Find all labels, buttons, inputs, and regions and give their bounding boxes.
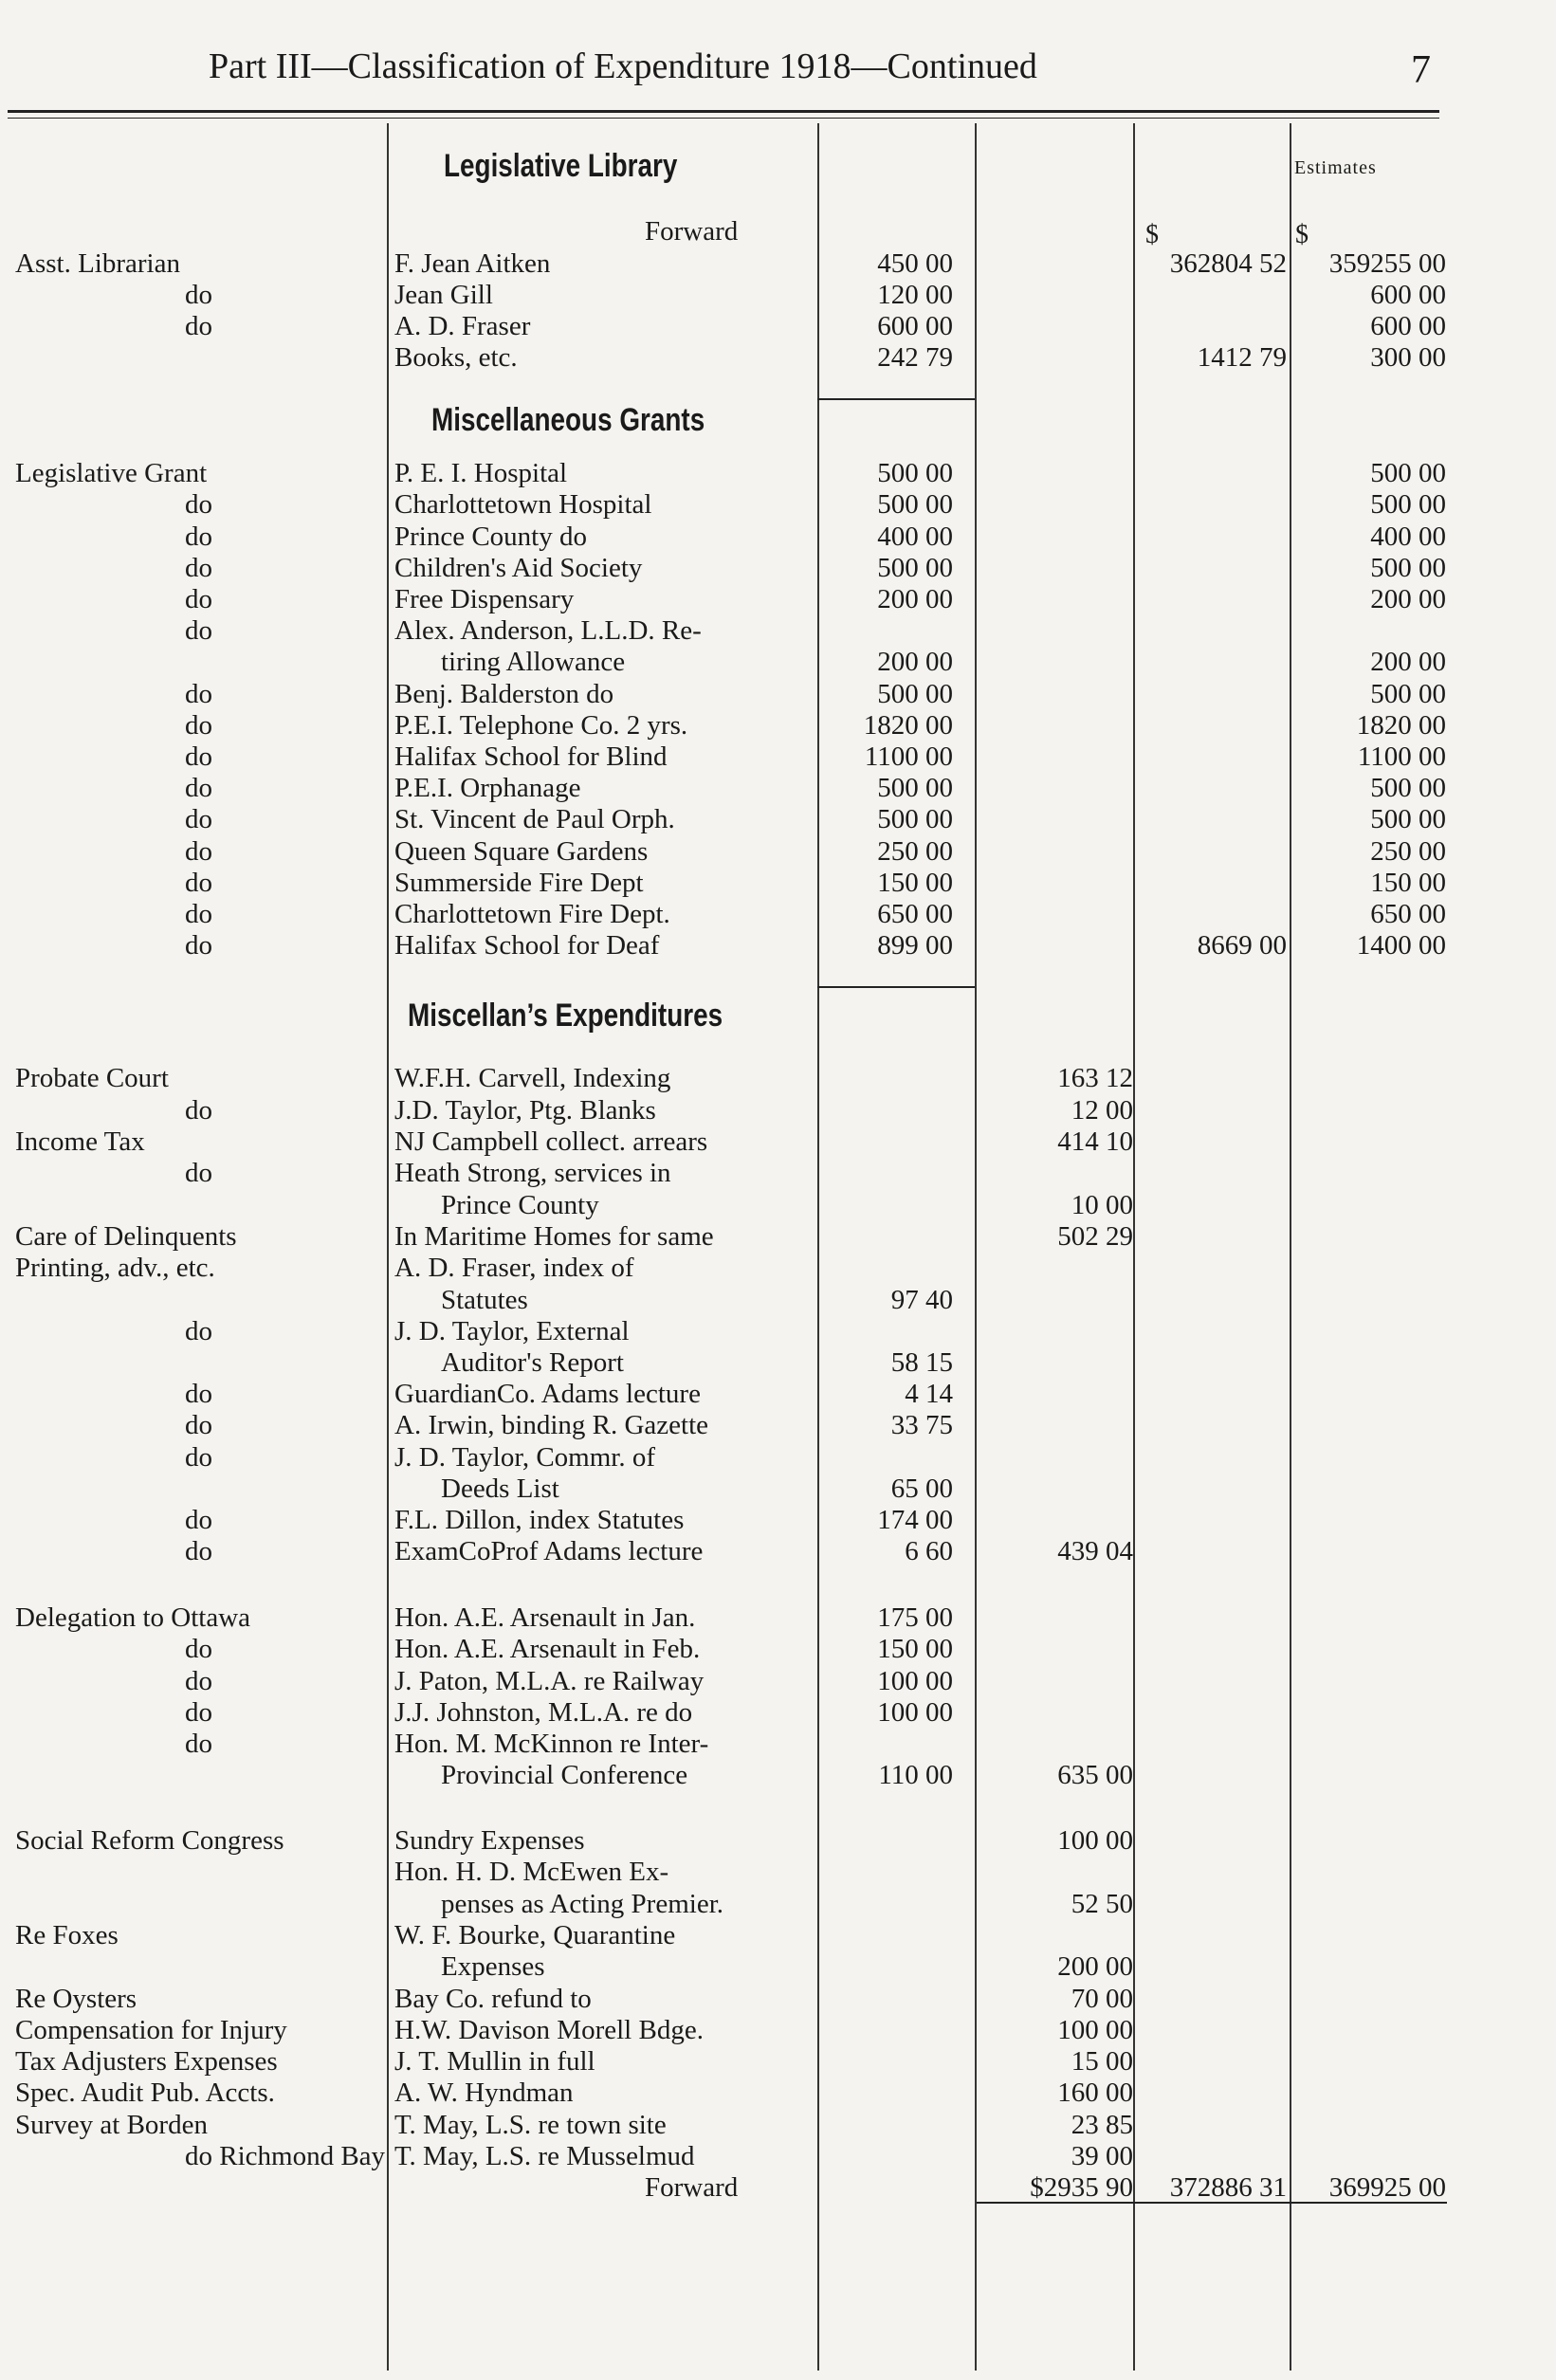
subtotal-rule xyxy=(817,986,975,988)
ledger-row xyxy=(0,458,1556,489)
row-label: do xyxy=(185,584,212,614)
ledger-row xyxy=(0,1474,1556,1505)
row-description: Forward xyxy=(645,216,739,247)
row-description: Charlottetown Hospital xyxy=(394,489,652,520)
ledger-row xyxy=(0,2078,1556,2109)
ledger-row xyxy=(0,584,1556,615)
row-description: Forward xyxy=(645,2172,739,2203)
ledger-row xyxy=(0,1158,1556,1189)
ledger-row xyxy=(0,311,1556,342)
ledger-row xyxy=(0,836,1556,868)
ledger-row xyxy=(0,2015,1556,2046)
ledger-row xyxy=(0,1253,1556,1284)
amount-col1: 65 00 xyxy=(890,1474,953,1504)
row-description: ExamCoProf Adams lecture xyxy=(394,1536,704,1566)
amount-col2: 12 00 xyxy=(1071,1095,1133,1126)
ledger-row xyxy=(0,647,1556,678)
amount-col1: 110 00 xyxy=(878,1760,953,1790)
amount-col4: 500 00 xyxy=(1370,489,1446,520)
row-label: do xyxy=(185,930,212,961)
ledger-row xyxy=(0,1379,1556,1410)
ledger-row xyxy=(0,248,1556,280)
row-label: do xyxy=(185,615,212,646)
amount-col2: 100 00 xyxy=(1057,1825,1133,1856)
row-label: Compensation for Injury xyxy=(15,2015,287,2045)
row-label: do xyxy=(185,280,212,310)
amount-col1: 58 15 xyxy=(890,1347,953,1378)
amount-col1: 150 00 xyxy=(877,868,953,898)
header-rule-thin xyxy=(8,118,1439,119)
amount-col1: 500 00 xyxy=(877,679,953,709)
ledger-row xyxy=(0,1634,1556,1665)
amount-col1: 150 00 xyxy=(877,1634,953,1664)
row-label: Probate Court xyxy=(15,1063,169,1093)
row-label: Social Reform Congress xyxy=(15,1825,284,1856)
currency-c3: $ xyxy=(1145,220,1159,249)
row-label: do xyxy=(185,1697,212,1728)
amount-col4: 400 00 xyxy=(1370,522,1446,552)
row-description: Halifax School for Deaf xyxy=(394,930,660,961)
row-label: do Richmond Bay xyxy=(185,2141,386,2171)
row-description: J. Paton, M.L.A. re Railway xyxy=(394,1666,705,1696)
row-description: Hon. A.E. Arsenault in Jan. xyxy=(394,1602,696,1633)
ledger-row xyxy=(0,1825,1556,1857)
row-description: Auditor's Report xyxy=(441,1347,624,1378)
amount-col2: 160 00 xyxy=(1057,2078,1133,2108)
amount-col1: 600 00 xyxy=(877,311,953,341)
amount-col2: 100 00 xyxy=(1057,2015,1133,2045)
amount-col3: 362804 52 xyxy=(1169,248,1287,279)
row-description: Provincial Conference xyxy=(441,1760,688,1790)
amount-col4: 250 00 xyxy=(1370,836,1446,867)
amount-col1: 899 00 xyxy=(877,930,953,961)
amount-col3: 8669 00 xyxy=(1197,930,1287,961)
amount-col2: 10 00 xyxy=(1071,1190,1133,1220)
amount-col1: 175 00 xyxy=(877,1602,953,1633)
ledger-row xyxy=(0,868,1556,899)
amount-col1: 500 00 xyxy=(877,773,953,803)
ledger-row xyxy=(0,1095,1556,1126)
ledger-row xyxy=(0,1697,1556,1729)
ledger-row xyxy=(0,899,1556,930)
row-description: Hon. A.E. Arsenault in Feb. xyxy=(394,1634,701,1664)
amount-col4: 1820 00 xyxy=(1356,710,1446,741)
estimates-label: Estimates xyxy=(1294,157,1377,178)
ledger-row xyxy=(0,2141,1556,2172)
ledger-row xyxy=(0,1729,1556,1760)
header-rule xyxy=(8,110,1439,113)
row-label: Legislative Grant xyxy=(15,458,208,488)
row-description: A. D. Fraser xyxy=(394,311,531,341)
amount-col1: 500 00 xyxy=(877,553,953,583)
amount-col1: 100 00 xyxy=(877,1666,953,1696)
ledger-row xyxy=(0,553,1556,584)
amount-col4: 150 00 xyxy=(1370,868,1446,898)
amount-col2: $2935 90 xyxy=(1030,2172,1133,2203)
ledger-row xyxy=(0,1857,1556,1888)
amount-col1: 4 14 xyxy=(905,1379,953,1409)
row-label: do xyxy=(185,1729,212,1759)
row-label: Care of Delinquents xyxy=(15,1221,237,1252)
row-description: H.W. Davison Morell Bdge. xyxy=(394,2015,704,2045)
ledger-row xyxy=(0,342,1556,374)
amount-col3: 1412 79 xyxy=(1197,342,1287,373)
row-description: A. W. Hyndman xyxy=(394,2078,574,2108)
row-label: Asst. Librarian xyxy=(15,248,180,279)
amount-col1: 120 00 xyxy=(877,280,953,310)
row-description: Bay Co. refund to xyxy=(394,1984,592,2014)
amount-col1: 500 00 xyxy=(877,489,953,520)
ledger-row xyxy=(0,2110,1556,2141)
ledger-row xyxy=(0,1410,1556,1441)
ledger-row xyxy=(0,930,1556,961)
row-label: do xyxy=(185,1536,212,1566)
amount-col1: 33 75 xyxy=(890,1410,953,1440)
ledger-row xyxy=(0,1602,1556,1634)
row-description: A. D. Fraser, index of xyxy=(394,1253,634,1283)
amount-col3: 372886 31 xyxy=(1169,2172,1287,2203)
section-misc-grants: Miscellaneous Grants xyxy=(431,402,705,438)
amount-col4: 1100 00 xyxy=(1357,741,1446,772)
row-description: Deeds List xyxy=(441,1474,559,1504)
amount-col2: 39 00 xyxy=(1071,2141,1133,2171)
ledger-row xyxy=(0,2172,1556,2204)
row-description: Halifax School for Blind xyxy=(394,741,668,772)
row-description: Hon. H. D. McEwen Ex- xyxy=(394,1857,669,1887)
row-label: do xyxy=(185,1095,212,1126)
row-label: do xyxy=(185,679,212,709)
amount-col4: 359255 00 xyxy=(1328,248,1446,279)
amount-col2: 200 00 xyxy=(1057,1951,1133,1982)
row-label: do xyxy=(185,522,212,552)
amount-col4: 1400 00 xyxy=(1356,930,1446,961)
amount-col1: 200 00 xyxy=(877,584,953,614)
amount-col2: 414 10 xyxy=(1057,1126,1133,1157)
ledger-row xyxy=(0,773,1556,804)
row-label: Printing, adv., etc. xyxy=(15,1253,215,1283)
ledger-row xyxy=(0,2046,1556,2078)
row-label: do xyxy=(185,553,212,583)
row-description: Prince County xyxy=(441,1190,599,1220)
amount-col4: 500 00 xyxy=(1370,458,1446,488)
row-label: do xyxy=(185,868,212,898)
amount-col2: 163 12 xyxy=(1057,1063,1133,1093)
row-description: Queen Square Gardens xyxy=(394,836,649,867)
section-legislative-library: Legislative Library xyxy=(444,148,678,184)
row-label: do xyxy=(185,773,212,803)
currency-c4: $ xyxy=(1295,220,1309,249)
row-description: P.E.I. Telephone Co. 2 yrs. xyxy=(394,710,688,741)
row-description: Prince County do xyxy=(394,522,587,552)
row-description: J. T. Mullin in full xyxy=(394,2046,595,2077)
amount-col2: 70 00 xyxy=(1071,1984,1133,2014)
ledger-row xyxy=(0,1920,1556,1951)
amount-col1: 500 00 xyxy=(877,458,953,488)
row-description: Books, etc. xyxy=(394,342,518,373)
ledger-row xyxy=(0,216,1556,247)
ledger-row xyxy=(0,615,1556,647)
row-description: T. May, L.S. re Musselmud xyxy=(394,2141,695,2171)
row-description: Heath Strong, services in xyxy=(394,1158,671,1188)
amount-col1: 200 00 xyxy=(877,647,953,677)
amount-col1: 174 00 xyxy=(877,1505,953,1535)
amount-col2: 635 00 xyxy=(1057,1760,1133,1790)
row-label: do xyxy=(185,489,212,520)
row-description: Expenses xyxy=(441,1951,545,1982)
row-description: J.D. Taylor, Ptg. Blanks xyxy=(394,1095,656,1126)
row-description: A. Irwin, binding R. Gazette xyxy=(394,1410,709,1440)
amount-col4: 500 00 xyxy=(1370,679,1446,709)
ledger-row xyxy=(0,679,1556,710)
row-description: F. Jean Aitken xyxy=(394,248,551,279)
row-label: do xyxy=(185,1379,212,1409)
ledger-row xyxy=(0,1442,1556,1474)
row-description: Jean Gill xyxy=(394,280,493,310)
row-label: do xyxy=(185,1442,212,1473)
row-description: Alex. Anderson, L.L.D. Re- xyxy=(394,615,702,646)
amount-col4: 300 00 xyxy=(1370,342,1446,373)
row-label: do xyxy=(185,1410,212,1440)
ledger-row xyxy=(0,1889,1556,1920)
amount-col1: 1820 00 xyxy=(863,710,953,741)
ledger-row xyxy=(0,1505,1556,1536)
amount-col4: 369925 00 xyxy=(1328,2172,1446,2203)
row-label: Tax Adjusters Expenses xyxy=(15,2046,278,2077)
ledger-row xyxy=(0,1536,1556,1567)
row-description: P.E.I. Orphanage xyxy=(394,773,581,803)
row-description: Free Dispensary xyxy=(394,584,575,614)
ledger-row xyxy=(0,741,1556,773)
amount-col4: 500 00 xyxy=(1370,553,1446,583)
row-label: Survey at Borden xyxy=(15,2110,208,2140)
amount-col1: 650 00 xyxy=(877,899,953,929)
amount-col4: 600 00 xyxy=(1370,311,1446,341)
row-label: do xyxy=(185,311,212,341)
row-description: F.L. Dillon, index Statutes xyxy=(394,1505,685,1535)
page-header: Part III—Classification of Expenditure 1918—Continued xyxy=(209,46,1037,86)
amount-col4: 200 00 xyxy=(1370,647,1446,677)
ledger-row xyxy=(0,1760,1556,1791)
amount-col4: 200 00 xyxy=(1370,584,1446,614)
amount-col2: 23 85 xyxy=(1071,2110,1133,2140)
ledger-row xyxy=(0,1984,1556,2015)
row-description: T. May, L.S. re town site xyxy=(394,2110,667,2140)
row-description: J. D. Taylor, Commr. of xyxy=(394,1442,655,1473)
amount-col2: 439 04 xyxy=(1057,1536,1133,1566)
amount-col4: 650 00 xyxy=(1370,899,1446,929)
amount-col2: 52 50 xyxy=(1071,1889,1133,1919)
ledger-row xyxy=(0,1221,1556,1253)
row-label: Income Tax xyxy=(15,1126,145,1157)
row-label: Re Oysters xyxy=(15,1984,137,2014)
ledger-row xyxy=(0,1285,1556,1316)
amount-col2: 502 29 xyxy=(1057,1221,1133,1252)
row-label: do xyxy=(185,741,212,772)
page-number: 7 xyxy=(1411,48,1431,92)
amount-col1: 1100 00 xyxy=(864,741,953,772)
amount-col1: 500 00 xyxy=(877,804,953,834)
ledger-row xyxy=(0,1951,1556,1983)
row-description: tiring Allowance xyxy=(441,647,626,677)
ledger-row xyxy=(0,489,1556,521)
row-description: Hon. M. McKinnon re Inter- xyxy=(394,1729,709,1759)
amount-col2: 15 00 xyxy=(1071,2046,1133,2077)
row-description: W.F.H. Carvell, Indexing xyxy=(394,1063,671,1093)
ledger-row xyxy=(0,1666,1556,1697)
row-description: NJ Campbell collect. arrears xyxy=(394,1126,708,1157)
amount-col1: 400 00 xyxy=(877,522,953,552)
row-description: Statutes xyxy=(441,1285,528,1315)
ledger-row xyxy=(0,1126,1556,1158)
row-label: do xyxy=(185,804,212,834)
amount-col1: 97 40 xyxy=(890,1285,953,1315)
row-label: do xyxy=(185,899,212,929)
row-description: Children's Aid Society xyxy=(394,553,643,583)
row-description: P. E. I. Hospital xyxy=(394,458,568,488)
ledger-row xyxy=(0,1063,1556,1094)
amount-col1: 6 60 xyxy=(905,1536,953,1566)
ledger-row xyxy=(0,522,1556,553)
row-label: do xyxy=(185,1316,212,1346)
ledger-row xyxy=(0,280,1556,311)
row-description: penses as Acting Premier. xyxy=(441,1889,724,1919)
row-label: do xyxy=(185,1158,212,1188)
subtotal-rule xyxy=(817,398,975,400)
row-description: J. D. Taylor, External xyxy=(394,1316,630,1346)
row-description: St. Vincent de Paul Orph. xyxy=(394,804,675,834)
ledger-row xyxy=(0,804,1556,835)
row-label: do xyxy=(185,1634,212,1664)
amount-col1: 242 79 xyxy=(877,342,953,373)
row-label: Delegation to Ottawa xyxy=(15,1602,251,1633)
amount-col4: 500 00 xyxy=(1370,773,1446,803)
row-label: do xyxy=(185,836,212,867)
amount-col4: 600 00 xyxy=(1370,280,1446,310)
row-label: do xyxy=(185,710,212,741)
row-description: Benj. Balderston do xyxy=(394,679,614,709)
row-description: Summerside Fire Dept xyxy=(394,868,644,898)
ledger-row xyxy=(0,1316,1556,1347)
row-description: W. F. Bourke, Quarantine xyxy=(394,1920,676,1950)
row-description: Sundry Expenses xyxy=(394,1825,585,1856)
row-description: GuardianCo. Adams lecture xyxy=(394,1379,701,1409)
amount-col1: 450 00 xyxy=(877,248,953,279)
row-description: J.J. Johnston, M.L.A. re do xyxy=(394,1697,693,1728)
ledger-row xyxy=(0,710,1556,741)
row-label: do xyxy=(185,1666,212,1696)
amount-col1: 100 00 xyxy=(877,1697,953,1728)
row-label: Spec. Audit Pub. Accts. xyxy=(15,2078,275,2108)
ledger-row xyxy=(0,1190,1556,1221)
row-description: Charlottetown Fire Dept. xyxy=(394,899,670,929)
row-label: do xyxy=(185,1505,212,1535)
amount-col4: 500 00 xyxy=(1370,804,1446,834)
section-misc-expenditures: Miscellan’s Expenditures xyxy=(408,998,723,1034)
amount-col1: 250 00 xyxy=(877,836,953,867)
row-description: In Maritime Homes for same xyxy=(394,1221,714,1252)
ledger-row xyxy=(0,1347,1556,1379)
row-label: Re Foxes xyxy=(15,1920,119,1950)
